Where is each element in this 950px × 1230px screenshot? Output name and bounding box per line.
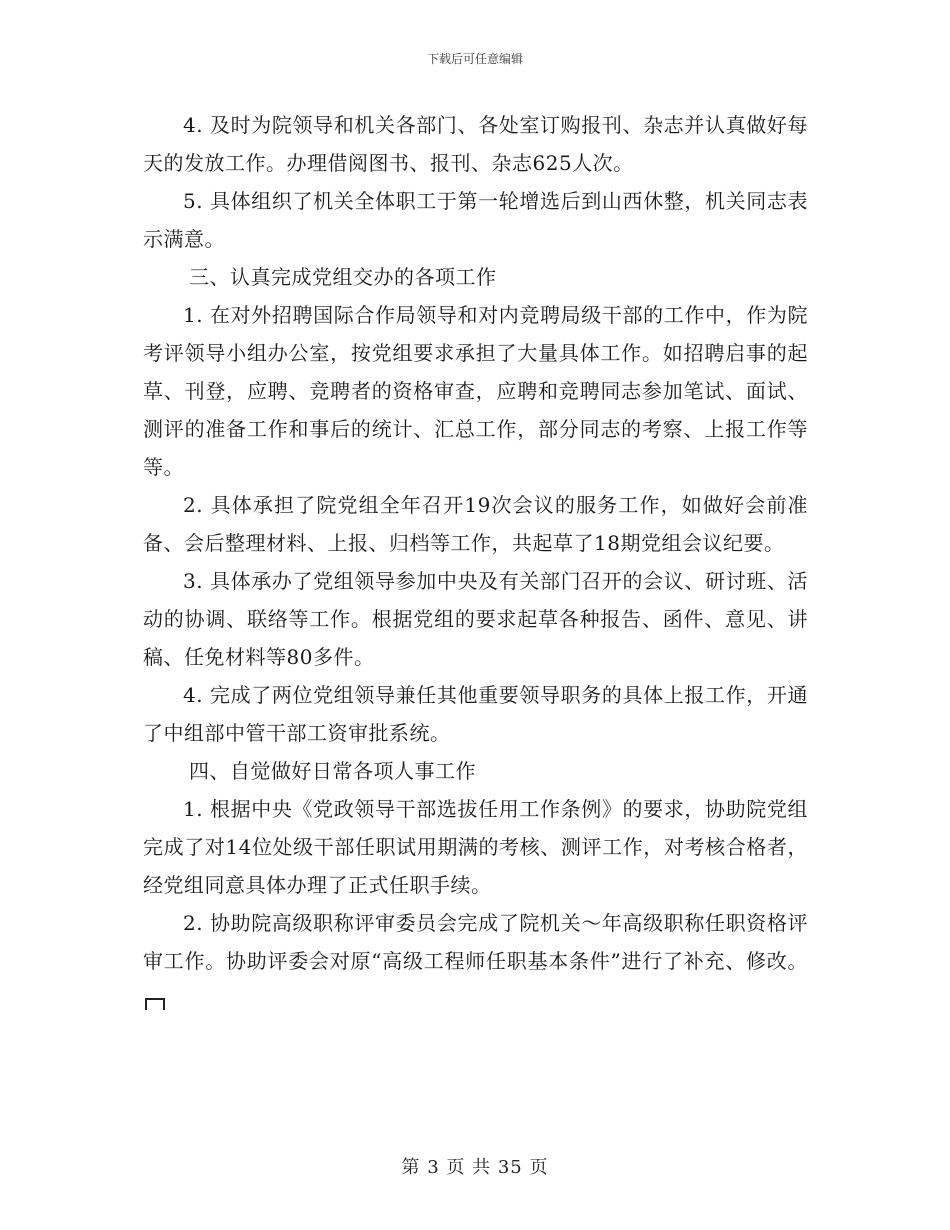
- page-number: 第 3 页 共 35 页: [401, 1157, 549, 1178]
- paragraph-item-5-staff-trip: 5. 具体组织了机关全体职工于第一轮增选后到山西休整，机关同志表示满意。: [143, 189, 808, 251]
- section-heading-4: 四、自觉做好日常各项人事工作: [189, 759, 476, 783]
- paragraph-item-2-titles: [143, 904, 808, 1018]
- paragraph-item-2-meetings: 2. 具体承担了院党组全年召开19次会议的服务工作，如做好会前准备、会后整理材料、上报、归档等工作，共起草了18期党组会议纪要。: [143, 493, 808, 555]
- paragraph-item-4-subscriptions: 4. 及时为院领导和机关各部门、各处室订购报刊、杂志并认真做好每天的发放工作。办理借阅图书、报刊、杂志625人次。: [143, 113, 808, 175]
- document-body: [143, 106, 808, 1018]
- paragraph-item-1-recruitment: 1. 在对外招聘国际合作局领导和对内竞聘局级干部的工作中，作为院考评领导小组办公室，按党组要求承担了大量具体工作。如招聘启事的起草、刊登，应聘、竞聘者的资格审查，应聘和竞聘同志参加笔试、面试、测评的准备工作和事后的统计、汇总工作，部分同志的考察、上报工作等等。: [143, 303, 808, 479]
- page-header: 下载后可任意编辑: [426, 52, 523, 66]
- paragraph-item-1-appraisal: 1. 根据中央《党政领导干部选拔任用工作条例》的要求，协助院党组完成了对14位处级干部任职试用期满的考核、测评工作，对考核合格者，经党组同意具体办理了正式任职手续。: [143, 797, 808, 897]
- paragraph-end-mark-icon: [145, 998, 165, 1010]
- paragraph-item-3-coordination: 3. 具体承办了党组领导参加中央及有关部门召开的会议、研讨班、活动的协调、联络等工作。根据党组的要求起草各种报告、函件、意见、讲稿、任免材料等80多件。: [143, 569, 808, 669]
- paragraph-item-2-titles-text: 2. 协助院高级职称评审委员会完成了院机关～年高级职称任职资格评审工作。协助评委会对原“高级工程师任职基本条件”进行了补充、修改。: [143, 911, 808, 973]
- section-heading-3: 三、认真完成党组交办的各项工作: [189, 265, 497, 289]
- paragraph-item-4-reporting: 4. 完成了两位党组领导兼任其他重要领导职务的具体上报工作，开通了中组部中管干部工资审批系统。: [143, 683, 808, 745]
